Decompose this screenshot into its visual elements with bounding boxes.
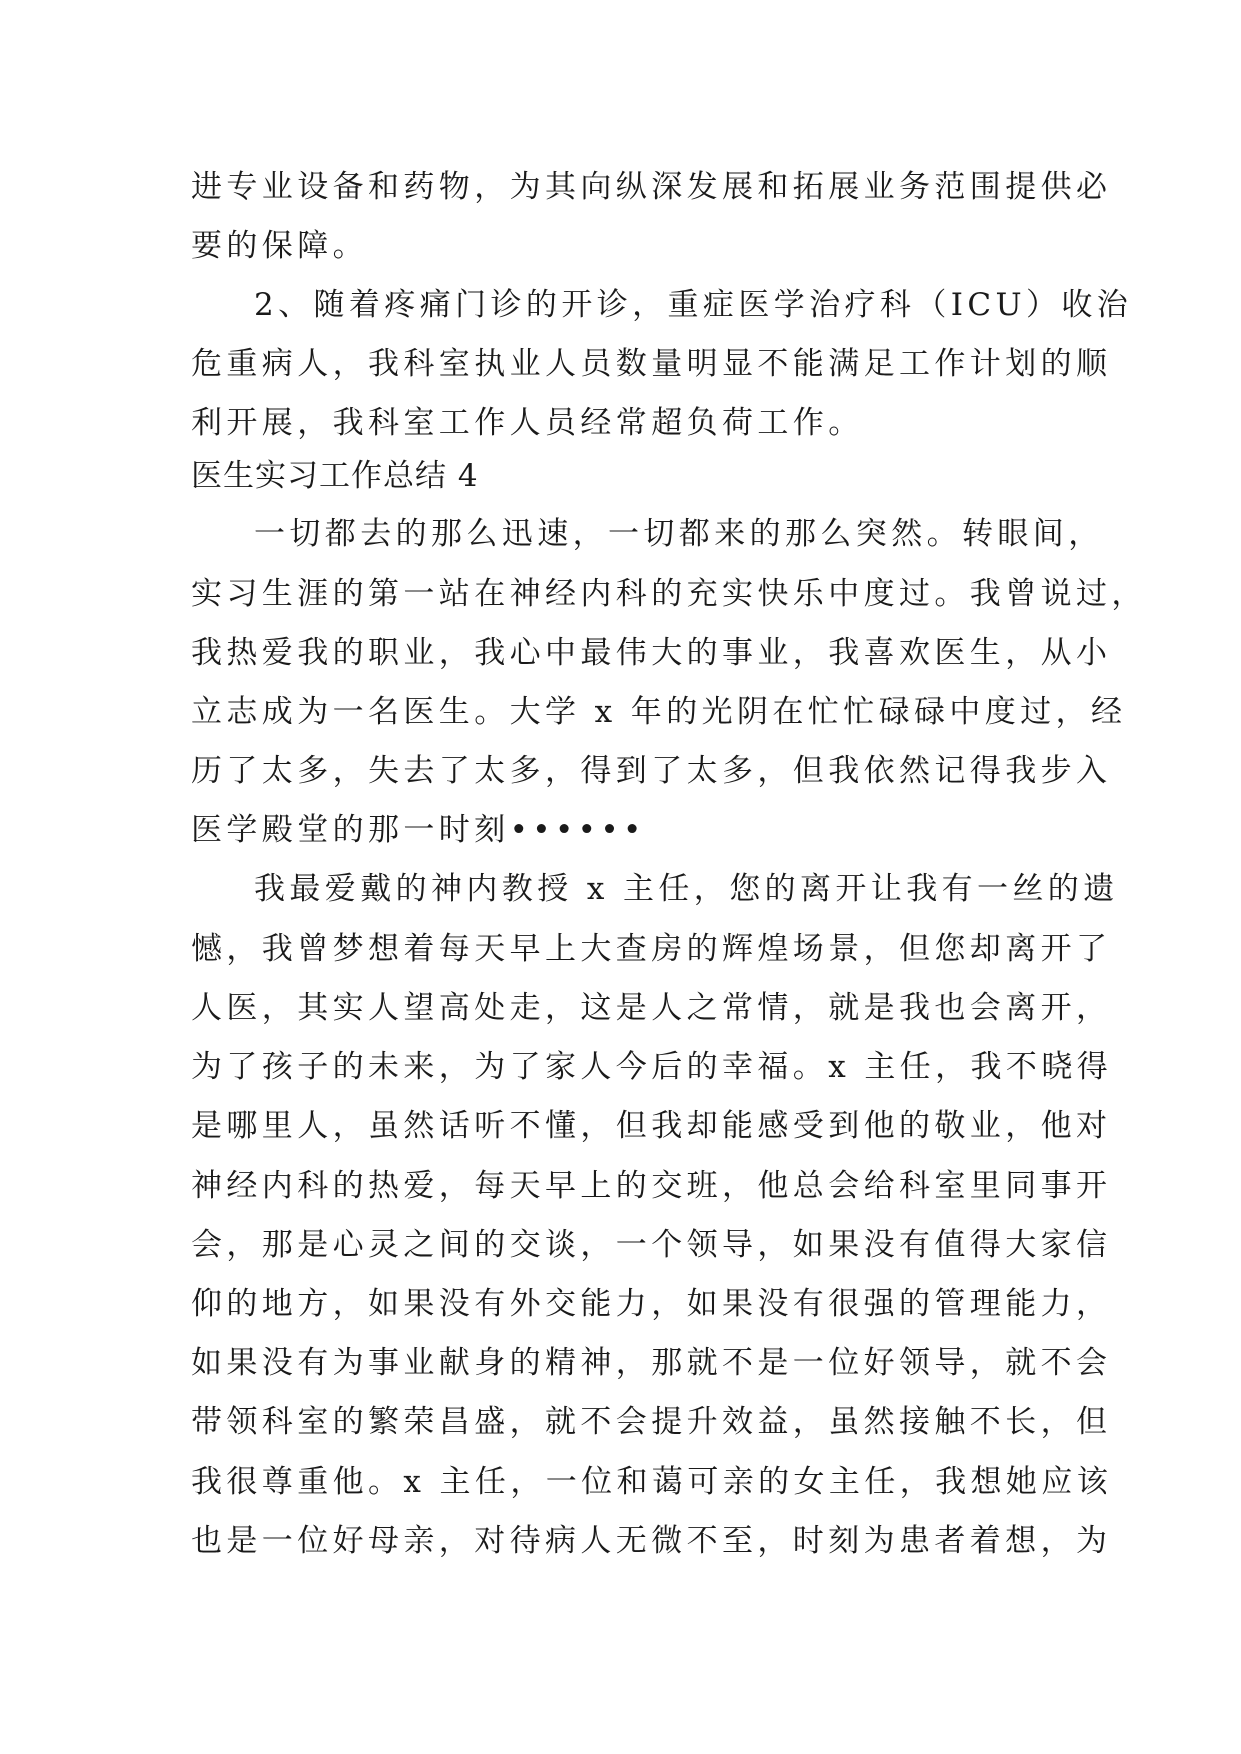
paragraph-line: 医学殿堂的那一时刻•••••• — [191, 812, 646, 848]
paragraph-line: 憾，我曾梦想着每天早上大查房的辉煌场景，但您却离开了 — [191, 931, 1112, 967]
paragraph-line: 我热爱我的职业，我心中最伟大的事业，我喜欢医生，从小 — [191, 635, 1112, 671]
paragraph-line: 为了孩子的未来，为了家人今后的幸福。x 主任，我不晓得 — [191, 1049, 1113, 1085]
paragraph-line: 立志成为一名医生。大学 x 年的光阴在忙忙碌碌中度过，经 — [191, 694, 1127, 730]
paragraph-line: 一切都去的那么迅速，一切都来的那么突然。转眼间， — [254, 516, 1104, 552]
paragraph-line: 神经内科的热爱，每天早上的交班，他总会给科室里同事开 — [191, 1168, 1112, 1204]
paragraph-line: 仰的地方，如果没有外交能力，如果没有很强的管理能力， — [191, 1286, 1112, 1322]
paragraph-line: 人医，其实人望高处走，这是人之常情，就是我也会离开， — [191, 990, 1112, 1026]
paragraph-line: 会，那是心灵之间的交谈，一个领导，如果没有值得大家信 — [191, 1227, 1112, 1263]
paragraph-line: 我很尊重他。x 主任，一位和蔼可亲的女主任，我想她应该 — [191, 1464, 1113, 1500]
paragraph-line: 要的保障。 — [191, 228, 368, 264]
paragraph-line: 利开展，我科室工作人员经常超负荷工作。 — [191, 405, 864, 441]
paragraph-line: 如果没有为事业献身的精神，那就不是一位好领导，就不会 — [191, 1345, 1112, 1381]
paragraph-line: 历了太多，失去了太多，得到了太多，但我依然记得我步入 — [191, 753, 1112, 789]
paragraph-line: 也是一位好母亲，对待病人无微不至，时刻为患者着想，为 — [191, 1523, 1112, 1559]
paragraph-line: 危重病人，我科室执业人员数量明显不能满足工作计划的顺 — [191, 346, 1112, 382]
section-heading: 医生实习工作总结 4 — [191, 458, 479, 494]
paragraph-line: 我最爱戴的神内教授 x 主任，您的离开让我有一丝的遗 — [254, 871, 1119, 907]
paragraph-line: 进专业设备和药物，为其向纵深发展和拓展业务范围提供必 — [191, 169, 1112, 205]
paragraph-line: 实习生涯的第一站在神经内科的充实快乐中度过。我曾说过， — [191, 576, 1147, 612]
paragraph-line: 是哪里人，虽然话听不懂，但我却能感受到他的敬业，他对 — [191, 1108, 1112, 1144]
paragraph-line: 带领科室的繁荣昌盛，就不会提升效益，虽然接触不长，但 — [191, 1404, 1112, 1440]
paragraph-line: 2、随着疼痛门诊的开诊，重症医学治疗科（ICU）收治 — [254, 287, 1133, 323]
